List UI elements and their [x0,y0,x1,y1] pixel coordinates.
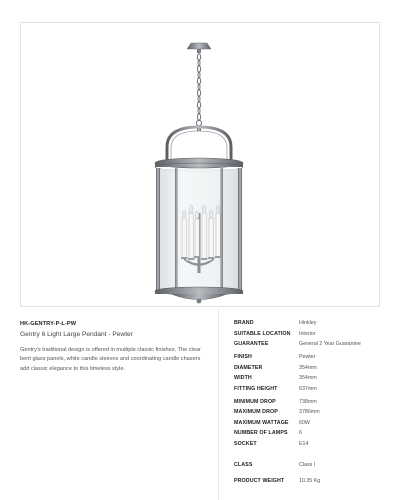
product-image-frame [20,22,380,307]
spec-label: MAXIMUM WATTAGE [234,419,289,426]
spec-label: PRODUCT WEIGHT [234,478,285,484]
spec-value: Interior [299,330,316,337]
spec-value: 738mm [299,398,317,405]
spec-row-brand [234,320,384,328]
spec-row-guarantee [234,341,384,349]
column-divider [218,310,219,500]
spec-row-maximum-wattage [234,420,384,428]
spec-row-socket [234,441,384,449]
spec-row-suitable-location [234,331,384,339]
spec-label: SOCKET [234,440,257,447]
spec-value: E14 [299,440,309,447]
pendant-lantern-image [21,23,379,306]
spec-label: WIDTH [234,375,252,381]
spec-row-number-of-lamps [234,430,384,438]
spec-value: Pewter [299,354,316,360]
spec-value: 637mm [299,385,317,392]
spec-value: 3786mm [299,409,320,415]
spec-row-finish [234,354,384,362]
product-description: Gentry's traditional design is offered in multiple classic finishes. The clear bent glass panels, white candle sleeves and coordinating candle chasers add classic elegance to this timeless style. [20,347,201,372]
spec-label: DIAMETER [234,364,263,371]
spec-value: 10.35 Kg [299,478,321,484]
spec-row-class [234,462,384,470]
spec-row-fitting-height [234,386,384,394]
spec-label: FINISH [234,354,252,360]
spec-label: MAXIMUM DROP [234,409,278,415]
product-name: Gentry 6 Light Large Pendant - Pewter [20,331,133,338]
spec-value: Hinkley [299,320,317,326]
spec-row-product-weight [234,478,384,486]
spec-value: 354mm [299,364,317,371]
spec-label: FITTING HEIGHT [234,385,278,392]
spec-label: SUITABLE LOCATION [234,330,291,337]
spec-value: General 2 Year Guarantee [299,341,361,347]
spec-label: GUARANTEE [234,341,269,347]
spec-label: NUMBER OF LAMPS [234,430,288,436]
spec-row-minimum-drop [234,399,384,407]
spec-row-diameter [234,365,384,373]
spec-value: 354mm [299,375,317,381]
spec-row-width [234,375,384,383]
spec-label: MINIMUM DROP [234,398,276,405]
spec-label: BRAND [234,320,254,326]
product-sku: HK-GENTRY-P-L-PW [20,321,77,327]
spec-value: 6 [299,430,302,436]
spec-value: Class I [299,462,316,468]
spec-row-maximum-drop [234,409,384,417]
spec-label: CLASS [234,462,253,468]
product-info [20,321,208,374]
spec-value: 60W [299,419,310,426]
